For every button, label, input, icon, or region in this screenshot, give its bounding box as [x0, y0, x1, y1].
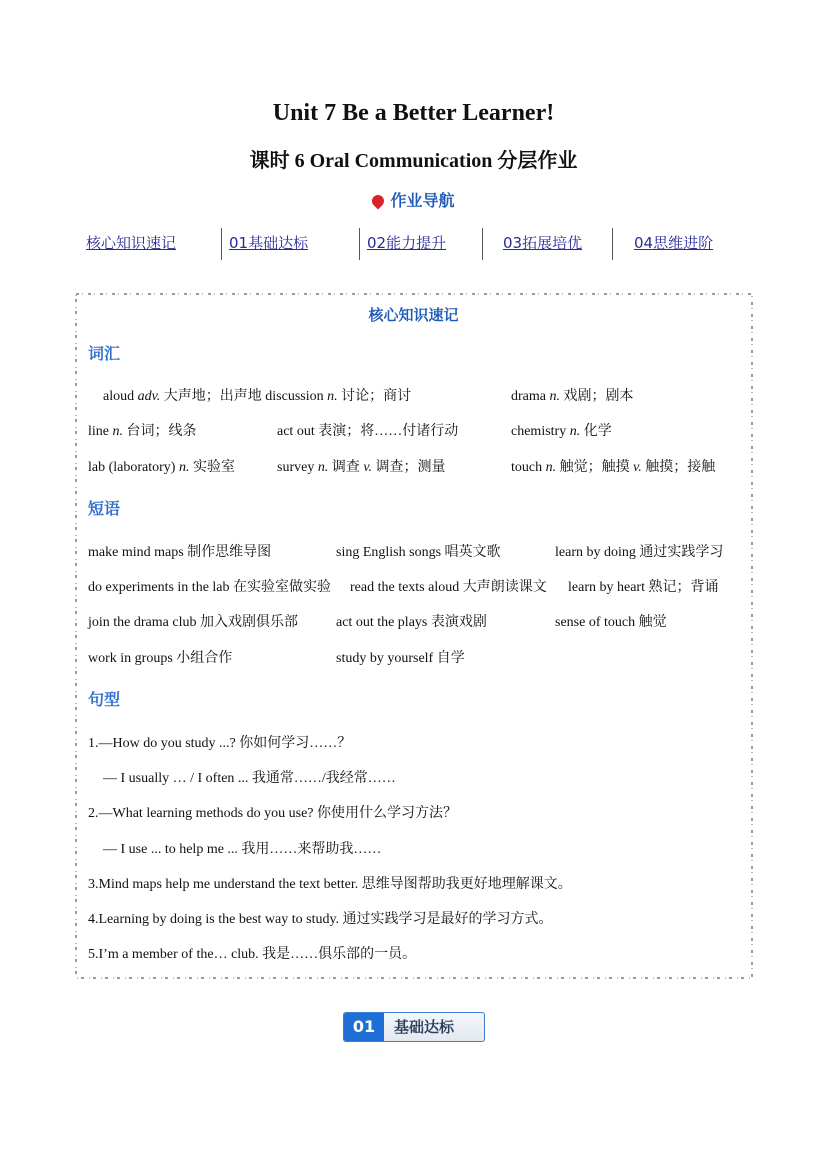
sentence-item: 1.—How do you study ...? 你如何学习……？ — [88, 736, 352, 751]
sentence-item: — I use ... to help me ... 我用……来帮助我…… — [103, 842, 382, 857]
sentence-item: 3.Mind maps help me understand the text better. 思维导图帮助我更好地理解课文。 — [88, 877, 572, 892]
phrase-item: sense of touch 触觉 — [555, 615, 667, 630]
nav-link-03[interactable]: 03拓展培优 — [503, 234, 583, 252]
section-badge-label: 基础达标 — [394, 1018, 455, 1036]
phrase-item: learn by heart 熟记；背诵 — [568, 580, 719, 595]
nav-divider — [359, 228, 360, 260]
nav-link-01[interactable]: 01基础达标 — [229, 234, 309, 252]
vocab-chemistry: chemistry n. 化学 — [511, 424, 612, 439]
phrase-item: join the drama club 加入戏剧俱乐部 — [88, 615, 298, 630]
sentence-heading: 句型 — [88, 690, 121, 709]
vocab-drama: drama n. 戏剧；剧本 — [511, 389, 634, 404]
sentence-item: 2.—What learning methods do you use? 你使用什么学习方法？ — [88, 806, 458, 821]
phrase-item: sing English songs 唱英文歌 — [336, 545, 501, 560]
sentence-item: 5.I’m a member of the… club. 我是……俱乐部的一员。 — [88, 947, 417, 962]
nav-link-core[interactable]: 核心知识速记 — [86, 234, 177, 252]
box-title: 核心知识速记 — [368, 306, 459, 324]
vocab-survey: survey n. 调查 v. 调查；测量 — [277, 460, 446, 475]
nav-heading — [0, 188, 827, 211]
phrase-item: make mind maps 制作思维导图 — [88, 545, 272, 560]
nav-divider — [612, 228, 613, 260]
section-badge-number: 01 — [344, 1013, 384, 1041]
sentence-item: — I usually … / I often ... 我通常……/我经常…… — [103, 771, 396, 786]
phrase-item: act out the plays 表演戏剧 — [336, 615, 487, 630]
vocab-heading: 词汇 — [88, 344, 121, 363]
page-subtitle: 课时 6 Oral Communication 分层作业 — [249, 150, 578, 172]
phrase-item: read the texts aloud 大声朗读课文 — [350, 580, 547, 595]
page-title: Unit 7 Be a Better Learner! — [272, 100, 555, 126]
vocab-aloud: aloud adv. 大声地；出声地 discussion n. 讨论；商讨 — [103, 389, 412, 404]
nav-link-04[interactable]: 04思维进阶 — [634, 234, 714, 252]
vocab-lab: lab (laboratory) n. 实验室 — [88, 460, 235, 475]
phrase-item: work in groups 小组合作 — [88, 651, 233, 666]
location-pin-icon — [370, 193, 387, 210]
phrase-item: learn by doing 通过实践学习 — [555, 545, 724, 560]
nav-link-02[interactable]: 02能力提升 — [367, 234, 447, 252]
phrase-item: study by yourself 自学 — [336, 651, 465, 666]
phrase-item: do experiments in the lab 在实验室做实验 — [88, 580, 332, 595]
nav-divider — [221, 228, 222, 260]
sentence-item: 4.Learning by doing is the best way to study. 通过实践学习是最好的学习方式。 — [88, 912, 553, 927]
nav-heading-label: 作业导航 — [390, 191, 455, 210]
vocab-line: line n. 台词；线条 — [88, 424, 197, 439]
section-badge — [343, 1012, 485, 1042]
phrase-heading: 短语 — [88, 499, 121, 518]
vocab-touch: touch n. 触觉；触摸 v. 触摸；接触 — [511, 460, 716, 475]
vocab-act-out: act out 表演；将……付诸行动 — [277, 424, 459, 439]
nav-divider — [482, 228, 483, 260]
